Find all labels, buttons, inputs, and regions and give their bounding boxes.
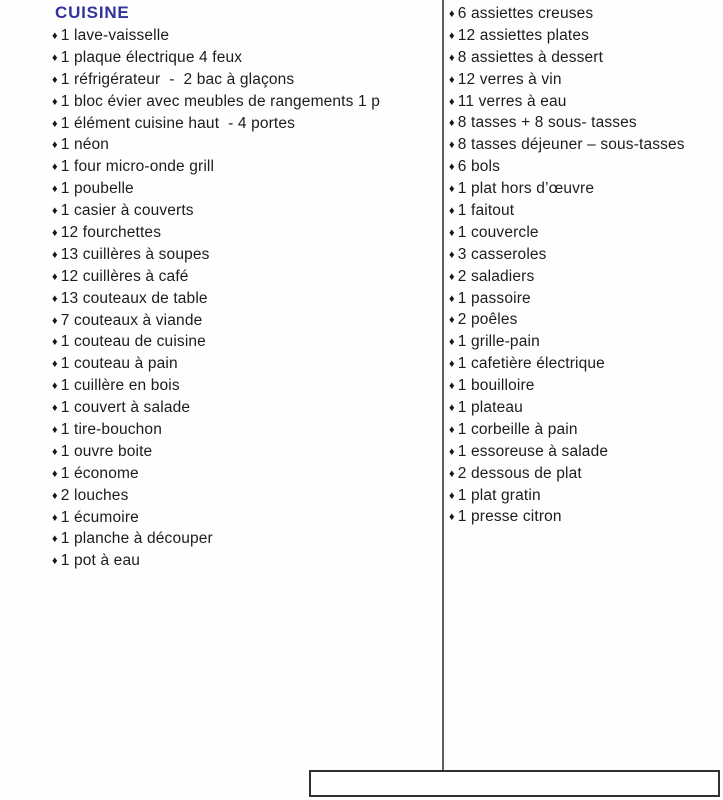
item-text: 1 pot à eau	[60, 552, 140, 570]
item-text: 13 couteaux de table	[60, 289, 208, 307]
diamond-bullet-icon: ♦	[52, 205, 58, 218]
list-item	[449, 112, 685, 134]
item-text: 1 néon	[60, 136, 110, 154]
diamond-bullet-icon: ♦	[52, 380, 58, 393]
list-item	[449, 485, 685, 507]
empty-footer-box	[309, 770, 720, 797]
list-item	[52, 266, 380, 288]
item-text: 2 louches	[60, 486, 129, 504]
diamond-bullet-icon: ♦	[52, 73, 58, 86]
item-text: 12 verres à vin	[457, 70, 562, 88]
list-item	[449, 331, 685, 353]
diamond-bullet-icon: ♦	[449, 358, 455, 371]
item-text: 6 bols	[457, 158, 501, 176]
item-text: 1 couteau à pain	[60, 355, 178, 373]
item-text: 11 verres à eau	[457, 92, 567, 110]
list-item	[52, 419, 380, 441]
diamond-bullet-icon: ♦	[52, 51, 58, 64]
diamond-bullet-icon: ♦	[449, 314, 455, 327]
diamond-bullet-icon: ♦	[449, 423, 455, 436]
list-item	[52, 550, 380, 572]
item-text: 1 lave-vaisselle	[60, 27, 170, 44]
item-text: 1 planche à découper	[60, 530, 213, 548]
diamond-bullet-icon: ♦	[449, 489, 455, 502]
left-item-list	[52, 25, 380, 572]
item-text: 12 fourchettes	[60, 224, 162, 242]
diamond-bullet-icon: ♦	[449, 270, 455, 283]
item-text: 1 poubelle	[60, 180, 134, 198]
item-text: 1 tire-bouchon	[60, 421, 162, 439]
item-text: 1 grille-pain	[457, 333, 540, 351]
right-item-list	[449, 3, 685, 528]
list-item	[449, 3, 685, 25]
item-text: 1 réfrigérateur - 2 bac à glaçons	[60, 70, 295, 88]
diamond-bullet-icon: ♦	[449, 183, 455, 196]
list-item	[449, 288, 685, 310]
diamond-bullet-icon: ♦	[52, 30, 58, 42]
list-item	[449, 134, 685, 156]
diamond-bullet-icon: ♦	[449, 205, 455, 218]
diamond-bullet-icon: ♦	[449, 511, 455, 524]
list-item	[52, 463, 380, 485]
list-item	[449, 244, 685, 266]
list-item	[52, 375, 380, 397]
item-text: 8 assiettes à dessert	[457, 48, 604, 66]
item-text: 1 cafetière électrique	[457, 355, 605, 373]
item-text: 1 corbeille à pain	[457, 420, 578, 438]
list-item	[449, 91, 685, 113]
diamond-bullet-icon: ♦	[449, 402, 455, 415]
list-item	[449, 506, 685, 528]
list-item	[449, 178, 685, 200]
diamond-bullet-icon: ♦	[449, 29, 455, 42]
diamond-bullet-icon: ♦	[52, 511, 58, 524]
diamond-bullet-icon: ♦	[449, 51, 455, 64]
item-text: 1 plateau	[457, 399, 523, 417]
item-text: 2 saladiers	[457, 267, 535, 285]
diamond-bullet-icon: ♦	[52, 424, 58, 437]
diamond-bullet-icon: ♦	[449, 248, 455, 261]
item-text: 1 cuillère en bois	[60, 377, 180, 395]
diamond-bullet-icon: ♦	[52, 117, 58, 130]
item-text: 13 cuillères à soupes	[60, 245, 210, 263]
diamond-bullet-icon: ♦	[52, 402, 58, 415]
list-item	[449, 222, 685, 244]
diamond-bullet-icon: ♦	[52, 467, 58, 480]
list-item	[52, 288, 380, 310]
list-item	[449, 397, 685, 419]
diamond-bullet-icon: ♦	[52, 533, 58, 546]
list-item	[52, 178, 380, 200]
list-item	[449, 25, 685, 47]
item-text: 1 plat gratin	[457, 486, 541, 504]
item-text: 1 élément cuisine haut - 4 portes	[60, 114, 296, 132]
item-text: 12 cuillères à café	[60, 267, 189, 285]
item-text: 1 presse citron	[457, 508, 562, 526]
list-item	[449, 375, 685, 397]
item-text: 1 bloc évier avec meubles de rangements 1 p	[60, 92, 380, 110]
diamond-bullet-icon: ♦	[52, 183, 58, 196]
diamond-bullet-icon: ♦	[449, 139, 455, 152]
diamond-bullet-icon: ♦	[449, 292, 455, 305]
list-item	[449, 47, 685, 69]
list-item	[52, 485, 380, 507]
list-item	[52, 200, 380, 222]
list-item	[449, 353, 685, 375]
diamond-bullet-icon: ♦	[449, 117, 455, 130]
list-item	[52, 47, 380, 69]
item-text: 1 ouvre boite	[60, 442, 153, 460]
list-item	[449, 419, 685, 441]
item-text: 1 plat hors d’œuvre	[457, 180, 595, 198]
list-item	[449, 200, 685, 222]
diamond-bullet-icon: ♦	[52, 292, 58, 305]
diamond-bullet-icon: ♦	[52, 489, 58, 502]
list-item	[52, 25, 380, 47]
list-item	[52, 441, 380, 463]
item-text: 3 casseroles	[457, 245, 547, 263]
diamond-bullet-icon: ♦	[52, 270, 58, 283]
item-text: 1 four micro-onde grill	[60, 158, 215, 176]
diamond-bullet-icon: ♦	[449, 467, 455, 480]
item-text: 2 poêles	[457, 311, 518, 329]
diamond-bullet-icon: ♦	[52, 248, 58, 261]
diamond-bullet-icon: ♦	[449, 226, 455, 239]
diamond-bullet-icon: ♦	[52, 336, 58, 349]
list-item	[52, 331, 380, 353]
list-item	[449, 156, 685, 178]
list-item	[52, 310, 380, 332]
item-text: 1 économe	[60, 464, 139, 482]
diamond-bullet-icon: ♦	[52, 227, 58, 240]
list-item	[52, 156, 380, 178]
diamond-bullet-icon: ♦	[52, 555, 58, 568]
list-item	[449, 463, 685, 485]
list-item	[449, 309, 685, 331]
list-item	[52, 113, 380, 135]
list-item	[52, 91, 380, 113]
diamond-bullet-icon: ♦	[449, 380, 455, 393]
diamond-bullet-icon: ♦	[449, 73, 455, 86]
list-item	[52, 353, 380, 375]
item-text: 1 passoire	[457, 289, 531, 307]
diamond-bullet-icon: ♦	[449, 445, 455, 458]
list-item	[449, 441, 685, 463]
page-title: CUISINE	[55, 3, 130, 22]
diamond-bullet-icon: ♦	[449, 336, 455, 349]
diamond-bullet-icon: ♦	[449, 8, 455, 20]
diamond-bullet-icon: ♦	[52, 445, 58, 458]
list-item	[52, 69, 380, 91]
diamond-bullet-icon: ♦	[449, 161, 455, 174]
diamond-bullet-icon: ♦	[52, 358, 58, 371]
item-text: 1 bouilloire	[457, 377, 535, 395]
item-text: 1 écumoire	[60, 508, 139, 526]
item-text: 2 dessous de plat	[457, 464, 582, 482]
list-item	[449, 69, 685, 91]
item-text: 1 faitout	[457, 202, 515, 220]
diamond-bullet-icon: ♦	[449, 95, 455, 108]
item-text: 8 tasses déjeuner – sous-tasses	[457, 136, 685, 154]
list-item	[52, 528, 380, 550]
list-item	[52, 244, 380, 266]
item-text: 8 tasses + 8 sous- tasses	[457, 114, 637, 132]
item-text: 1 casier à couverts	[60, 202, 194, 220]
item-text: 1 couteau de cuisine	[60, 333, 206, 351]
list-item	[449, 266, 685, 288]
item-text: 1 couvert à salade	[60, 399, 191, 417]
column-divider-line	[442, 0, 444, 771]
item-text: 7 couteaux à viande	[60, 311, 203, 329]
diamond-bullet-icon: ♦	[52, 95, 58, 108]
diamond-bullet-icon: ♦	[52, 139, 58, 152]
diamond-bullet-icon: ♦	[52, 161, 58, 174]
list-item	[52, 397, 380, 419]
item-text: 6 assiettes creuses	[457, 5, 594, 22]
item-text: 1 couvercle	[457, 223, 539, 241]
list-item	[52, 222, 380, 244]
item-text: 1 essoreuse à salade	[457, 442, 609, 460]
list-item	[52, 134, 380, 156]
item-text: 12 assiettes plates	[457, 26, 589, 44]
item-text: 1 plaque électrique 4 feux	[60, 48, 243, 66]
list-item	[52, 507, 380, 529]
diamond-bullet-icon: ♦	[52, 314, 58, 327]
